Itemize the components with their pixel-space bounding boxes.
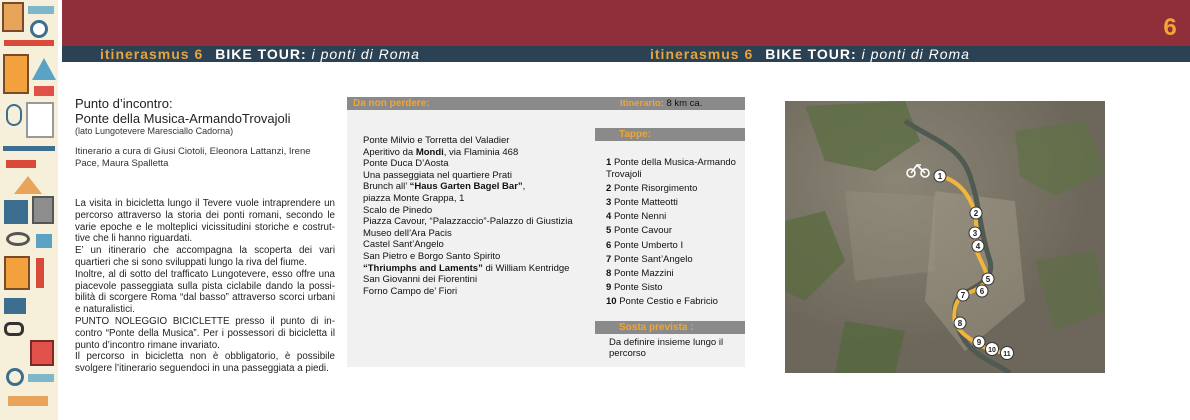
highlight-item: Ponte Milvio e Torretta del Valadier bbox=[363, 135, 510, 146]
map-marker bbox=[934, 170, 946, 182]
highlight-item: Piazza Cavour, “Palazzaccio”-Palazzo di Giustizia bbox=[363, 216, 573, 228]
highlight-item: Castel Sant’Angelo bbox=[363, 239, 444, 251]
meeting-place: Ponte della Musica-ArmandoTrovajoli bbox=[75, 111, 291, 126]
header-title-right bbox=[650, 46, 970, 62]
svg-text:9: 9 bbox=[976, 338, 982, 347]
page-number: 6 bbox=[1163, 14, 1177, 41]
svg-text:2: 2 bbox=[973, 209, 979, 218]
triangle-icon bbox=[32, 58, 56, 80]
pen-icon bbox=[3, 146, 55, 151]
map-marker bbox=[972, 240, 984, 252]
highlighter-icon bbox=[36, 258, 44, 288]
notebook-icon bbox=[2, 2, 24, 32]
highlight-item: Forno Campo de’ Fiori bbox=[363, 285, 458, 297]
bike-tour-label: BIKE TOUR: bbox=[765, 46, 857, 62]
highlight-item: piazza Monte Grappa, 1 bbox=[363, 192, 465, 204]
highlight-item: Una passeggiata nel quartiere Prati bbox=[363, 169, 512, 181]
highlight-item: Brunch all’ “Haus Garten Bagel Bar”, bbox=[363, 181, 526, 193]
map-marker bbox=[973, 336, 985, 348]
map-marker bbox=[957, 289, 969, 301]
eraser-icon bbox=[34, 86, 54, 96]
map-marker bbox=[954, 317, 966, 329]
highlights-list bbox=[363, 135, 593, 297]
highlight-item: Museo dell’Ara Pacis bbox=[363, 227, 452, 239]
map-marker bbox=[969, 227, 981, 239]
magnifier-icon bbox=[6, 368, 24, 386]
sosta-header: Sosta prevista : bbox=[595, 321, 745, 334]
stop-item: 4 Ponte Nenni bbox=[606, 211, 667, 223]
svg-text:4: 4 bbox=[975, 242, 981, 251]
svg-text:6: 6 bbox=[979, 287, 985, 296]
paperclip-icon bbox=[6, 104, 22, 126]
meeting-note: (lato Lungotevere Maresciallo Cadorna) bbox=[75, 126, 234, 136]
map-marker bbox=[982, 273, 994, 285]
route-map bbox=[785, 101, 1105, 373]
set-square-icon bbox=[14, 176, 42, 194]
map-marker bbox=[970, 207, 982, 219]
svg-text:7: 7 bbox=[960, 291, 966, 300]
sosta-value: Da definire insieme lungo il percorso bbox=[609, 337, 724, 359]
itinerario-value: 8 km ca. bbox=[666, 98, 703, 109]
itinerasmus-label: itinerasmus 6 bbox=[650, 46, 754, 62]
highlight-item: “Thriumphs and Laments” di William Kentridge bbox=[363, 262, 570, 274]
stop-item: 7 Ponte Sant’Angelo bbox=[606, 253, 693, 265]
stop-item: 3 Ponte Matteotti bbox=[606, 196, 678, 208]
itinerario-length bbox=[620, 97, 702, 110]
map-urban-area bbox=[845, 191, 935, 281]
folder-icon bbox=[4, 256, 30, 290]
book-icon bbox=[3, 54, 29, 94]
curated-by: Itinerario a cura di Giusi Ciotoli, Eleonora Lattanzi, Irene Pace, Maura Spalletta bbox=[75, 146, 311, 169]
stapler-icon bbox=[4, 298, 26, 314]
stop-item: 2 Ponte Risorgimento bbox=[606, 182, 698, 194]
map-marker bbox=[986, 343, 999, 356]
stop-item: 10 Ponte Cestio e Fabricio bbox=[606, 296, 718, 308]
stop-item: 1 Ponte della Musica-Armando Trovajoli bbox=[606, 157, 736, 180]
sharpener-icon bbox=[36, 234, 52, 248]
stops-list bbox=[606, 157, 746, 310]
map-svg bbox=[785, 101, 1105, 373]
pin-icon bbox=[8, 396, 48, 406]
scissors-icon bbox=[6, 232, 30, 246]
cutter-icon bbox=[6, 160, 36, 168]
description bbox=[75, 198, 335, 375]
diary-icon bbox=[30, 340, 54, 366]
description-paragraph: PUNTO NOLEGGIO BICICLETTE presso il punto di in-contro “Ponte della Musica”. Per i possessori di bicicletta il punto d’incontro rimane invariato. bbox=[75, 315, 335, 351]
meeting-point bbox=[75, 96, 335, 137]
bike-tour-label: BIKE TOUR: bbox=[215, 46, 307, 62]
description-paragraph: Inoltre, al di sotto del trafficato Lungotevere, esso offre una piacevole passeggiata sulla pista ciclabile dando la possi-bilità di scorgere Roma “dal basso” attraverso scorci urbani e naturalistici. bbox=[75, 268, 335, 316]
highlight-item: San Giovanni dei Fiorentini bbox=[363, 274, 478, 286]
tour-subtitle: i ponti di Roma bbox=[861, 46, 970, 62]
ruler-bottom-icon bbox=[28, 374, 54, 382]
stop-item: 8 Ponte Mazzini bbox=[606, 267, 674, 279]
itinerasmus-label: itinerasmus 6 bbox=[100, 46, 204, 62]
svg-text:10: 10 bbox=[988, 347, 996, 354]
svg-text:5: 5 bbox=[985, 275, 991, 284]
decorative-stationery-strip bbox=[0, 0, 58, 420]
highlight-item: Ponte Duca D’Aosta bbox=[363, 158, 449, 170]
highlight-item: Scalo de Pinedo bbox=[363, 204, 433, 216]
header-title-left bbox=[100, 46, 420, 62]
map-marker bbox=[976, 285, 988, 297]
tappe-header: Tappe: bbox=[595, 128, 745, 141]
description-paragraph: Il percorso in bicicletta non è obbligatorio, è possibile svolgere l’itinerario seguendoci in una passeggiata a piedi. bbox=[75, 351, 335, 375]
pencil-cup-icon bbox=[4, 200, 28, 224]
meeting-label: Punto d’incontro: bbox=[75, 96, 173, 111]
description-paragraph: La visita in bicicletta lungo il Tevere vuole intraprendere un percorso attraverso la storia dei ponti romani, secondo le varie epoche e le molteplici vicissitudini storiche e costrut-tive che li hanno riguardati. bbox=[75, 198, 335, 245]
stop-item: 9 Ponte Sisto bbox=[606, 282, 663, 294]
highlight-item: San Pietro e Borgo Santo Spirito bbox=[363, 250, 501, 262]
tour-subtitle: i ponti di Roma bbox=[311, 46, 420, 62]
itinerario-label: Itinerario: bbox=[620, 98, 664, 109]
glasses-icon bbox=[4, 322, 24, 336]
pencil-icon bbox=[4, 40, 54, 46]
stop-item: 6 Ponte Umberto I bbox=[606, 239, 684, 251]
highlight-item: Aperitivo da Mondi, via Flaminia 468 bbox=[363, 146, 519, 158]
svg-text:8: 8 bbox=[957, 319, 963, 328]
ruler-icon bbox=[28, 6, 54, 14]
description-paragraph: E’ un itinerario che accompagna la scoperta dei vari quartieri che si sono sviluppati lungo la riva del fiume. bbox=[75, 245, 335, 268]
svg-text:11: 11 bbox=[1003, 351, 1011, 358]
stop-item: 5 Ponte Cavour bbox=[606, 225, 673, 237]
notepad-icon bbox=[26, 102, 54, 138]
da-non-perdere-header: Da non perdere: bbox=[347, 97, 593, 110]
clock-icon bbox=[30, 20, 48, 38]
calculator-icon bbox=[32, 196, 54, 224]
svg-text:3: 3 bbox=[972, 229, 978, 238]
map-marker bbox=[1001, 347, 1014, 360]
svg-text:1: 1 bbox=[937, 172, 943, 181]
header-banner bbox=[62, 0, 1190, 46]
